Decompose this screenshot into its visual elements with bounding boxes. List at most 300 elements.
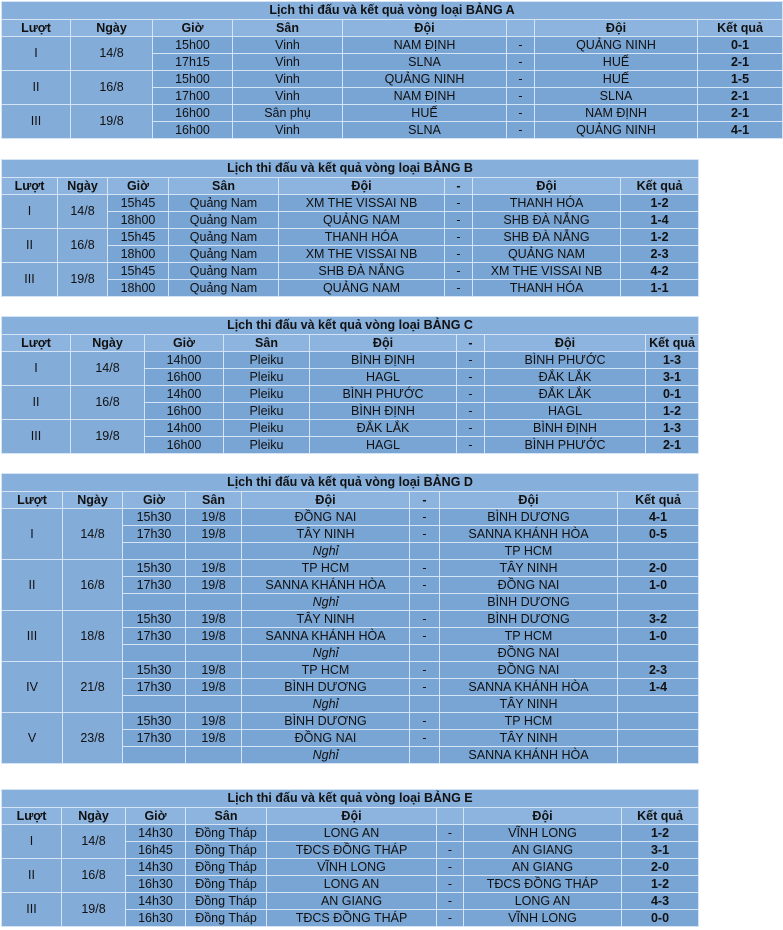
vs-separator: - (410, 509, 440, 526)
match-result: 1-0 (618, 628, 699, 645)
column-header-away-team: Đội (473, 178, 621, 195)
group-c-table (1, 316, 699, 454)
column-header-away-team: Đội (464, 808, 622, 825)
away-team: XM THE VISSAI NB (473, 263, 621, 280)
match-venue (186, 747, 242, 764)
home-team: SANNA KHÁNH HÒA (242, 577, 410, 594)
match-result: 0-1 (646, 386, 699, 403)
match-time: 17h15 (153, 54, 233, 71)
away-team: SANNA KHÁNH HÒA (440, 526, 618, 543)
round-number: III (2, 611, 63, 662)
vs-separator: - (410, 628, 440, 645)
table-row (2, 713, 699, 730)
match-result: 2-0 (622, 859, 699, 876)
match-result (618, 696, 699, 713)
vs-separator (410, 594, 440, 611)
vs-separator: - (445, 195, 473, 212)
home-team: TĐCS ĐỒNG THÁP (267, 842, 437, 859)
home-team: QUẢNG NINH (343, 71, 507, 88)
home-team: TP HCM (242, 560, 410, 577)
column-header-home-team: Đội (242, 492, 410, 509)
table-row (2, 893, 699, 910)
column-header-round: Lượt (2, 335, 71, 352)
away-team: VĨNH LONG (464, 825, 622, 842)
home-team: XM THE VISSAI NB (279, 195, 445, 212)
match-time: 17h30 (123, 679, 186, 696)
home-team: THANH HÓA (279, 229, 445, 246)
match-time: 15h45 (108, 195, 169, 212)
away-team: TP HCM (440, 628, 618, 645)
column-header-result: Kết quả (646, 335, 699, 352)
table-title-row (2, 317, 699, 335)
table-header-row (2, 20, 783, 37)
away-team: AN GIANG (464, 859, 622, 876)
vs-separator: - (507, 54, 535, 71)
away-team: BÌNH PHƯỚC (485, 437, 646, 454)
column-header-separator (437, 808, 464, 825)
group-d-table (1, 473, 699, 764)
match-time: 14h30 (126, 859, 186, 876)
match-time: 15h45 (108, 229, 169, 246)
match-time: 16h00 (153, 122, 233, 139)
vs-separator: - (437, 842, 464, 859)
match-venue (186, 696, 242, 713)
away-team: BÌNH DƯƠNG (440, 509, 618, 526)
table-title: Lịch thi đấu và kết quả vòng loại BẢNG C (2, 317, 699, 335)
match-result: 4-2 (621, 263, 699, 280)
table-header-row (2, 335, 699, 352)
match-result: 1-3 (646, 420, 699, 437)
match-result: 1-2 (621, 229, 699, 246)
round-number: III (2, 105, 71, 139)
match-date: 18/8 (63, 611, 123, 662)
vs-separator: - (410, 713, 440, 730)
vs-separator (410, 747, 440, 764)
match-venue: Đồng Tháp (186, 825, 267, 842)
home-team: TĐCS ĐỒNG THÁP (267, 910, 437, 927)
match-venue: Quảng Nam (169, 246, 279, 263)
column-header-date: Ngày (71, 335, 145, 352)
match-result: 1-2 (622, 825, 699, 842)
table-row (2, 195, 699, 212)
match-venue: 19/8 (186, 730, 242, 747)
table-header-row (2, 808, 699, 825)
bye-label: Nghỉ (242, 594, 410, 611)
match-result: 2-3 (621, 246, 699, 263)
away-team: SLNA (535, 88, 698, 105)
home-team: ĐẮK LẮK (310, 420, 457, 437)
match-date: 21/8 (63, 662, 123, 713)
round-number: I (2, 37, 71, 71)
match-venue: Vinh (233, 54, 343, 71)
match-time (123, 645, 186, 662)
match-time: 16h45 (126, 842, 186, 859)
vs-separator: - (445, 246, 473, 263)
match-time: 18h00 (108, 246, 169, 263)
column-header-home-team: Đội (310, 335, 457, 352)
match-venue: 19/8 (186, 577, 242, 594)
table-header-row (2, 178, 699, 195)
match-date: 14/8 (62, 825, 126, 859)
column-header-round: Lượt (2, 492, 63, 509)
table-row (2, 859, 699, 876)
column-header-date: Ngày (71, 20, 153, 37)
round-number: II (2, 229, 58, 263)
vs-separator: - (457, 403, 485, 420)
match-result: 2-1 (646, 437, 699, 454)
match-venue: Quảng Nam (169, 195, 279, 212)
match-time (123, 594, 186, 611)
match-result: 0-5 (618, 526, 699, 543)
column-header-separator: - (457, 335, 485, 352)
match-time: 17h30 (123, 577, 186, 594)
match-result (618, 543, 699, 560)
match-result: 1-1 (621, 280, 699, 297)
home-team: XM THE VISSAI NB (279, 246, 445, 263)
vs-separator: - (437, 910, 464, 927)
away-team: BÌNH ĐỊNH (485, 420, 646, 437)
table-row (2, 825, 699, 842)
match-result: 1-2 (646, 403, 699, 420)
match-result: 3-1 (622, 842, 699, 859)
resting-team: ĐỒNG NAI (440, 645, 618, 662)
column-header-time: Giờ (126, 808, 186, 825)
vs-separator: - (507, 105, 535, 122)
match-date: 14/8 (71, 37, 153, 71)
match-venue: Pleiku (224, 420, 310, 437)
match-time: 14h00 (145, 386, 224, 403)
round-number: I (2, 825, 62, 859)
column-header-time: Giờ (108, 178, 169, 195)
match-venue: Sân phụ (233, 105, 343, 122)
vs-separator: - (457, 352, 485, 369)
table-title: Lịch thi đấu và kết quả vòng loại BẢNG E (2, 790, 699, 808)
match-venue: Quảng Nam (169, 212, 279, 229)
away-team: TP HCM (440, 713, 618, 730)
away-team: AN GIANG (464, 842, 622, 859)
match-venue: Pleiku (224, 386, 310, 403)
match-time: 15h30 (123, 662, 186, 679)
match-venue: Quảng Nam (169, 263, 279, 280)
table-title-row (2, 160, 699, 178)
vs-separator: - (437, 876, 464, 893)
table-row (2, 71, 783, 88)
match-venue: 19/8 (186, 679, 242, 696)
table-title: Lịch thi đấu và kết quả vòng loại BẢNG A (2, 2, 783, 20)
vs-separator: - (507, 37, 535, 54)
match-time (123, 747, 186, 764)
match-result: 2-1 (698, 88, 783, 105)
column-header-home-team: Đội (279, 178, 445, 195)
match-date: 16/8 (63, 560, 123, 611)
home-team: QUẢNG NAM (279, 212, 445, 229)
bye-label: Nghỉ (242, 645, 410, 662)
match-time: 14h30 (126, 893, 186, 910)
match-date: 16/8 (58, 229, 108, 263)
round-number: III (2, 893, 62, 927)
match-venue: Vinh (233, 71, 343, 88)
away-team: THANH HÓA (473, 195, 621, 212)
column-header-result: Kết quả (618, 492, 699, 509)
match-time: 15h00 (153, 37, 233, 54)
match-time: 17h00 (153, 88, 233, 105)
column-header-away-team: Đội (535, 20, 698, 37)
column-header-time: Giờ (145, 335, 224, 352)
bye-label: Nghỉ (242, 747, 410, 764)
match-venue: 19/8 (186, 526, 242, 543)
home-team: BÌNH ĐỊNH (310, 403, 457, 420)
match-venue: Đồng Tháp (186, 876, 267, 893)
vs-separator: - (410, 730, 440, 747)
match-venue: Đồng Tháp (186, 842, 267, 859)
home-team: BÌNH DƯƠNG (242, 713, 410, 730)
table-row (2, 37, 783, 54)
match-date: 23/8 (63, 713, 123, 764)
table-title: Lịch thi đấu và kết quả vòng loại BẢNG D (2, 474, 699, 492)
match-time: 18h00 (108, 280, 169, 297)
column-header-venue: Sân (186, 808, 267, 825)
match-venue: Đồng Tháp (186, 893, 267, 910)
column-header-away-team: Đội (440, 492, 618, 509)
table-header-row (2, 492, 699, 509)
home-team: NAM ĐỊNH (343, 88, 507, 105)
column-header-home-team: Đội (343, 20, 507, 37)
away-team: THANH HÓA (473, 280, 621, 297)
away-team: NAM ĐỊNH (535, 105, 698, 122)
away-team: SHB ĐÀ NẴNG (473, 229, 621, 246)
match-time: 15h30 (123, 611, 186, 628)
vs-separator: - (410, 679, 440, 696)
match-date: 19/8 (62, 893, 126, 927)
column-header-date: Ngày (58, 178, 108, 195)
home-team: LONG AN (267, 825, 437, 842)
away-team: TĐCS ĐỒNG THÁP (464, 876, 622, 893)
match-result: 1-4 (618, 679, 699, 696)
home-team: BÌNH ĐỊNH (310, 352, 457, 369)
vs-separator: - (457, 386, 485, 403)
vs-separator: - (445, 263, 473, 280)
away-team: TÂY NINH (440, 560, 618, 577)
vs-separator: - (445, 212, 473, 229)
away-team: LONG AN (464, 893, 622, 910)
match-venue (186, 543, 242, 560)
match-venue: 19/8 (186, 662, 242, 679)
match-venue: 19/8 (186, 628, 242, 645)
match-venue: Quảng Nam (169, 280, 279, 297)
match-time: 15h30 (123, 560, 186, 577)
away-team: SHB ĐÀ NẴNG (473, 212, 621, 229)
match-time: 15h30 (123, 713, 186, 730)
away-team: ĐỒNG NAI (440, 577, 618, 594)
home-team: SANNA KHÁNH HÒA (242, 628, 410, 645)
round-number: III (2, 263, 58, 297)
vs-separator: - (437, 893, 464, 910)
vs-separator: - (410, 560, 440, 577)
match-venue: Pleiku (224, 369, 310, 386)
home-team: TP HCM (242, 662, 410, 679)
match-time: 16h00 (153, 105, 233, 122)
away-team: HAGL (485, 403, 646, 420)
away-team: HUẾ (535, 54, 698, 71)
vs-separator: - (410, 577, 440, 594)
vs-separator: - (457, 420, 485, 437)
table-title-row (2, 474, 699, 492)
vs-separator: - (437, 859, 464, 876)
column-header-separator: - (445, 178, 473, 195)
home-team: HAGL (310, 437, 457, 454)
match-time: 16h30 (126, 910, 186, 927)
match-time: 15h45 (108, 263, 169, 280)
match-date: 19/8 (71, 420, 145, 454)
away-team: QUẢNG NINH (535, 122, 698, 139)
column-header-result: Kết quả (622, 808, 699, 825)
away-team: SANNA KHÁNH HÒA (440, 679, 618, 696)
resting-team: SANNA KHÁNH HÒA (440, 747, 618, 764)
table-row (2, 105, 783, 122)
column-header-separator (507, 20, 535, 37)
vs-separator: - (410, 611, 440, 628)
group-e-table (1, 789, 699, 927)
round-number: I (2, 509, 63, 560)
match-result (618, 730, 699, 747)
table-title: Lịch thi đấu và kết quả vòng loại BẢNG B (2, 160, 699, 178)
round-number: III (2, 420, 71, 454)
table-row (2, 611, 699, 628)
match-venue: Pleiku (224, 437, 310, 454)
match-date: 14/8 (63, 509, 123, 560)
table-row (2, 560, 699, 577)
match-date: 19/8 (71, 105, 153, 139)
match-time: 18h00 (108, 212, 169, 229)
round-number: IV (2, 662, 63, 713)
match-result: 4-1 (698, 122, 783, 139)
column-header-home-team: Đội (267, 808, 437, 825)
match-result: 1-0 (618, 577, 699, 594)
match-result: 0-1 (698, 37, 783, 54)
match-venue: Đồng Tháp (186, 859, 267, 876)
vs-separator: - (445, 280, 473, 297)
match-venue: Vinh (233, 37, 343, 54)
match-date: 14/8 (58, 195, 108, 229)
column-header-date: Ngày (62, 808, 126, 825)
match-result: 2-0 (618, 560, 699, 577)
away-team: ĐẮK LẮK (485, 386, 646, 403)
match-date: 16/8 (71, 71, 153, 105)
column-header-venue: Sân (224, 335, 310, 352)
match-result: 3-1 (646, 369, 699, 386)
home-team: LONG AN (267, 876, 437, 893)
home-team: SLNA (343, 122, 507, 139)
vs-separator: - (457, 437, 485, 454)
match-venue: Vinh (233, 122, 343, 139)
match-result (618, 594, 699, 611)
match-venue: 19/8 (186, 509, 242, 526)
vs-separator: - (507, 122, 535, 139)
match-date: 14/8 (71, 352, 145, 386)
match-time: 14h00 (145, 352, 224, 369)
home-team: AN GIANG (267, 893, 437, 910)
match-result: 2-1 (698, 105, 783, 122)
match-time: 17h30 (123, 526, 186, 543)
table-row (2, 386, 699, 403)
match-result: 3-2 (618, 611, 699, 628)
match-time: 16h00 (145, 369, 224, 386)
table-row (2, 420, 699, 437)
match-venue: Pleiku (224, 403, 310, 420)
match-result: 1-3 (646, 352, 699, 369)
match-venue: Đồng Tháp (186, 910, 267, 927)
home-team: SLNA (343, 54, 507, 71)
table-row (2, 662, 699, 679)
match-date: 19/8 (58, 263, 108, 297)
home-team: BÌNH PHƯỚC (310, 386, 457, 403)
round-number: V (2, 713, 63, 764)
match-venue: 19/8 (186, 713, 242, 730)
match-result (618, 645, 699, 662)
column-header-result: Kết quả (698, 20, 783, 37)
column-header-venue: Sân (169, 178, 279, 195)
table-row (2, 352, 699, 369)
vs-separator (410, 543, 440, 560)
group-a-table (1, 1, 783, 139)
match-venue (186, 594, 242, 611)
match-result (618, 747, 699, 764)
column-header-round: Lượt (2, 178, 58, 195)
column-header-away-team: Đội (485, 335, 646, 352)
away-team: VĨNH LONG (464, 910, 622, 927)
match-date: 16/8 (71, 386, 145, 420)
home-team: TÂY NINH (242, 526, 410, 543)
vs-separator: - (507, 71, 535, 88)
table-row (2, 509, 699, 526)
match-time: 14h00 (145, 420, 224, 437)
home-team: ĐỒNG NAI (242, 730, 410, 747)
resting-team: TP HCM (440, 543, 618, 560)
away-team: ĐỒNG NAI (440, 662, 618, 679)
home-team: BÌNH DƯƠNG (242, 679, 410, 696)
vs-separator: - (507, 88, 535, 105)
home-team: VĨNH LONG (267, 859, 437, 876)
round-number: II (2, 71, 71, 105)
column-header-venue: Sân (233, 20, 343, 37)
home-team: TÂY NINH (242, 611, 410, 628)
home-team: HUẾ (343, 105, 507, 122)
match-time: 15h00 (153, 71, 233, 88)
vs-separator (410, 645, 440, 662)
match-result: 1-4 (621, 212, 699, 229)
match-date: 16/8 (62, 859, 126, 893)
home-team: SHB ĐÀ NẴNG (279, 263, 445, 280)
vs-separator (410, 696, 440, 713)
match-time (123, 543, 186, 560)
match-venue: 19/8 (186, 560, 242, 577)
group-b-table (1, 159, 699, 297)
bye-label: Nghỉ (242, 543, 410, 560)
table-title-row (2, 2, 783, 20)
column-header-time: Giờ (153, 20, 233, 37)
match-time: 17h30 (123, 730, 186, 747)
match-time: 16h30 (126, 876, 186, 893)
column-header-round: Lượt (2, 20, 71, 37)
resting-team: BÌNH DƯƠNG (440, 594, 618, 611)
home-team: HAGL (310, 369, 457, 386)
match-result: 2-1 (698, 54, 783, 71)
away-team: BÌNH DƯƠNG (440, 611, 618, 628)
round-number: II (2, 859, 62, 893)
column-header-separator: - (410, 492, 440, 509)
vs-separator: - (445, 229, 473, 246)
match-result: 1-5 (698, 71, 783, 88)
